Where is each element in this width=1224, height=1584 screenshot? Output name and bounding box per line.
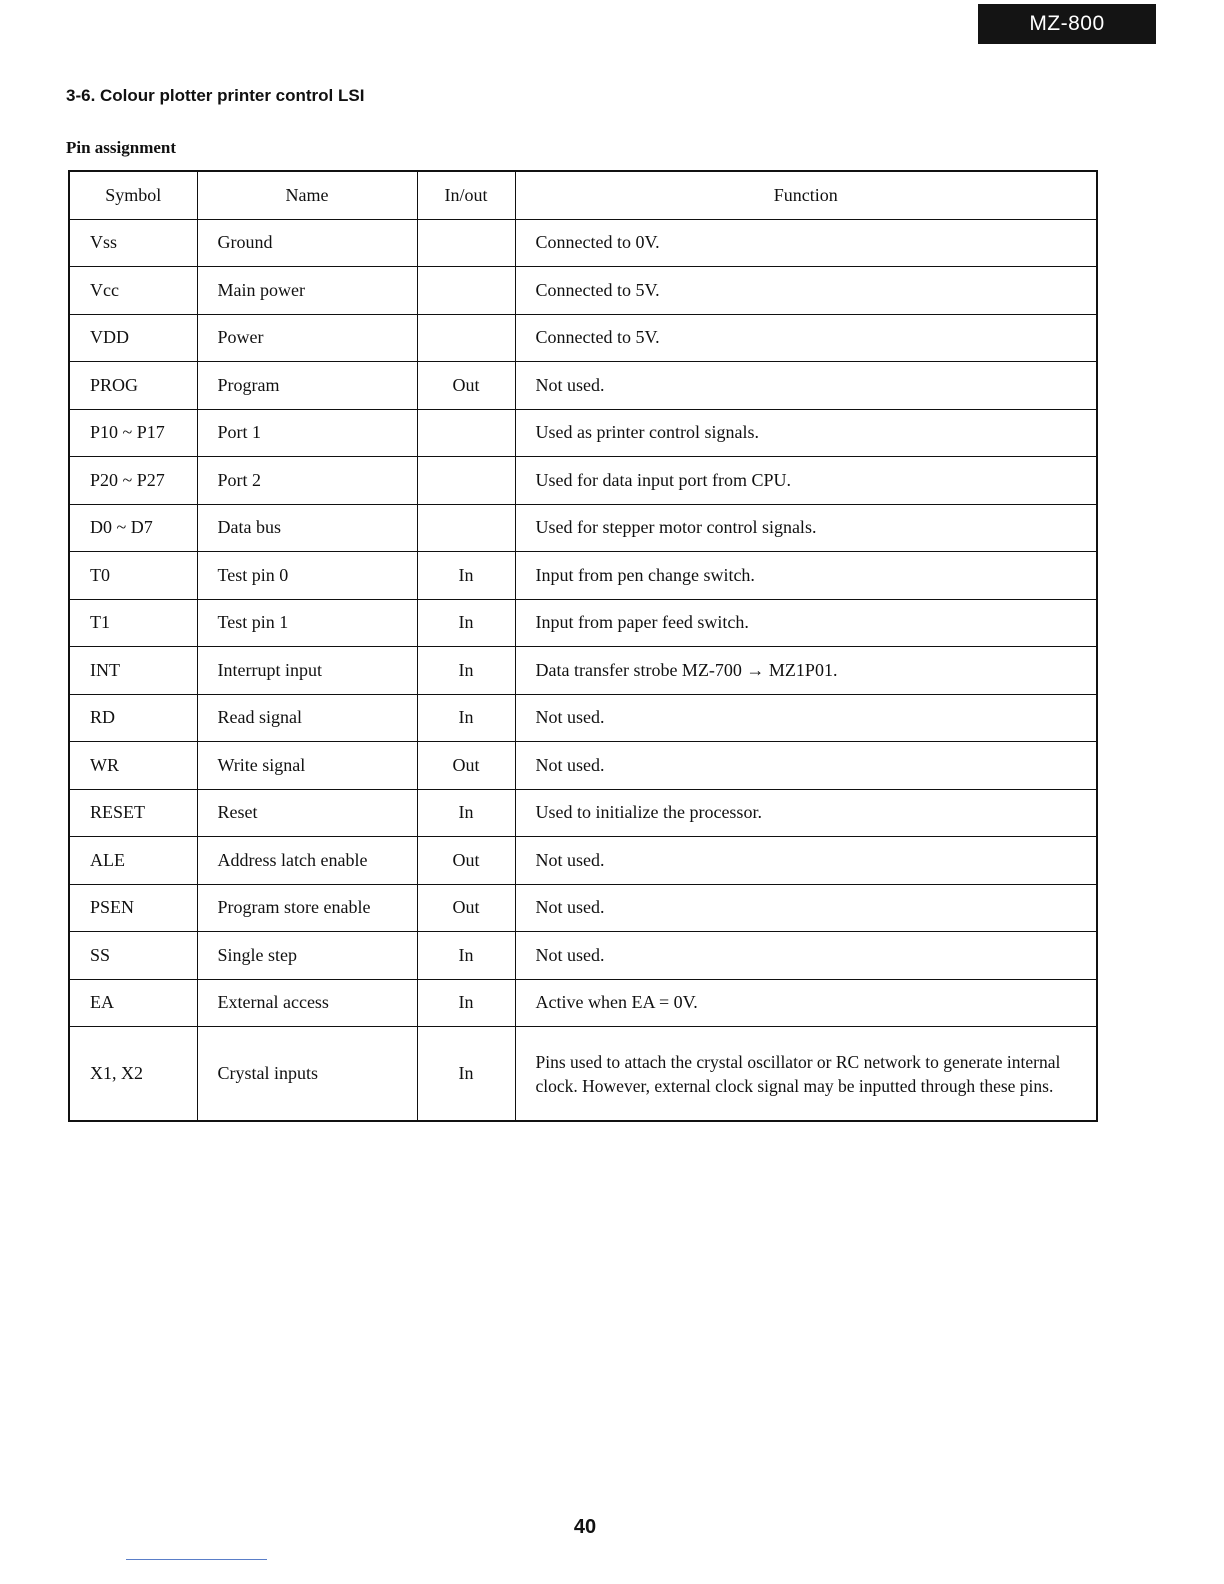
pin-assignment-table — [68, 170, 1098, 1122]
cell-name: Write signal — [197, 742, 417, 790]
cell-function: Not used. — [515, 694, 1097, 742]
cell-inout — [417, 314, 515, 362]
cell-function: Connected to 0V. — [515, 219, 1097, 267]
table-row — [69, 409, 1097, 457]
cell-inout: In — [417, 599, 515, 647]
cell-function: Pins used to attach the crystal oscillator or RC network to generate internal clock. However, external clock signal may be inputted through these pins. — [515, 1027, 1097, 1122]
cell-inout: Out — [417, 362, 515, 410]
cell-function: Active when EA = 0V. — [515, 979, 1097, 1027]
cell-function: Used for stepper motor control signals. — [515, 504, 1097, 552]
cell-symbol: RESET — [69, 789, 197, 837]
cell-function: Used as printer control signals. — [515, 409, 1097, 457]
cell-inout: Out — [417, 837, 515, 885]
cell-inout: In — [417, 647, 515, 695]
table-row — [69, 362, 1097, 410]
cell-name: External access — [197, 979, 417, 1027]
cell-symbol: ALE — [69, 837, 197, 885]
cell-name: Port 2 — [197, 457, 417, 505]
cell-symbol: T0 — [69, 552, 197, 600]
cell-name: Program store enable — [197, 884, 417, 932]
cell-function: Used for data input port from CPU. — [515, 457, 1097, 505]
cell-name: Test pin 1 — [197, 599, 417, 647]
table-row — [69, 267, 1097, 315]
cell-symbol: EA — [69, 979, 197, 1027]
cell-function: Connected to 5V. — [515, 314, 1097, 362]
cell-symbol: Vss — [69, 219, 197, 267]
cell-symbol: WR — [69, 742, 197, 790]
cell-symbol: Vcc — [69, 267, 197, 315]
cell-inout — [417, 219, 515, 267]
cell-function: Used to initialize the processor. — [515, 789, 1097, 837]
cell-inout — [417, 504, 515, 552]
column-header-function: Function — [515, 171, 1097, 219]
cell-name: Port 1 — [197, 409, 417, 457]
cell-symbol: SS — [69, 932, 197, 980]
cell-inout: In — [417, 694, 515, 742]
column-header-symbol: Symbol — [69, 171, 197, 219]
column-header-name: Name — [197, 171, 417, 219]
table-row — [69, 837, 1097, 885]
table-row — [69, 457, 1097, 505]
cell-function: Not used. — [515, 742, 1097, 790]
cell-name: Crystal inputs — [197, 1027, 417, 1122]
cell-name: Interrupt input — [197, 647, 417, 695]
table-row — [69, 884, 1097, 932]
cell-name: Single step — [197, 932, 417, 980]
model-badge: MZ-800 — [978, 4, 1156, 44]
table-body — [69, 219, 1097, 1121]
cell-name: Power — [197, 314, 417, 362]
cell-name: Address latch enable — [197, 837, 417, 885]
table-row — [69, 552, 1097, 600]
cell-name: Read signal — [197, 694, 417, 742]
cell-function: Input from pen change switch. — [515, 552, 1097, 600]
table-row — [69, 979, 1097, 1027]
table-row — [69, 742, 1097, 790]
cell-name: Program — [197, 362, 417, 410]
section-title: 3-6. Colour plotter printer control LSI — [66, 86, 365, 105]
cell-symbol: P10 ~ P17 — [69, 409, 197, 457]
pin-assignment-heading: Pin assignment — [66, 138, 177, 157]
cell-symbol: PSEN — [69, 884, 197, 932]
cell-inout: In — [417, 552, 515, 600]
cell-symbol: D0 ~ D7 — [69, 504, 197, 552]
table-row — [69, 789, 1097, 837]
table-row — [69, 314, 1097, 362]
table-row — [69, 932, 1097, 980]
cell-function: Not used. — [515, 362, 1097, 410]
cell-function: Input from paper feed switch. — [515, 599, 1097, 647]
cell-inout: In — [417, 1027, 515, 1122]
table-header-row — [69, 171, 1097, 219]
cell-inout — [417, 267, 515, 315]
cell-name: Ground — [197, 219, 417, 267]
cell-symbol: RD — [69, 694, 197, 742]
cell-name: Main power — [197, 267, 417, 315]
page-number: 40 — [573, 1516, 597, 1538]
footer-rule — [126, 1559, 267, 1560]
cell-name: Data bus — [197, 504, 417, 552]
table-row — [69, 219, 1097, 267]
table-row — [69, 694, 1097, 742]
table-row — [69, 504, 1097, 552]
cell-symbol: T1 — [69, 599, 197, 647]
cell-symbol: P20 ~ P27 — [69, 457, 197, 505]
cell-inout: In — [417, 979, 515, 1027]
cell-name: Reset — [197, 789, 417, 837]
cell-inout — [417, 409, 515, 457]
cell-inout: Out — [417, 742, 515, 790]
table-row — [69, 599, 1097, 647]
cell-symbol: X1, X2 — [69, 1027, 197, 1122]
cell-symbol: VDD — [69, 314, 197, 362]
cell-symbol: PROG — [69, 362, 197, 410]
cell-function: Not used. — [515, 884, 1097, 932]
cell-function: Not used. — [515, 932, 1097, 980]
table-row — [69, 647, 1097, 695]
cell-function: Not used. — [515, 837, 1097, 885]
cell-inout: In — [417, 932, 515, 980]
cell-name: Test pin 0 — [197, 552, 417, 600]
cell-inout: Out — [417, 884, 515, 932]
table-row — [69, 1027, 1097, 1122]
cell-function: Data transfer strobe MZ-700 → MZ1P01. — [515, 647, 1097, 695]
cell-inout — [417, 457, 515, 505]
cell-symbol: INT — [69, 647, 197, 695]
column-header-inout: In/out — [417, 171, 515, 219]
cell-function: Connected to 5V. — [515, 267, 1097, 315]
cell-inout: In — [417, 789, 515, 837]
